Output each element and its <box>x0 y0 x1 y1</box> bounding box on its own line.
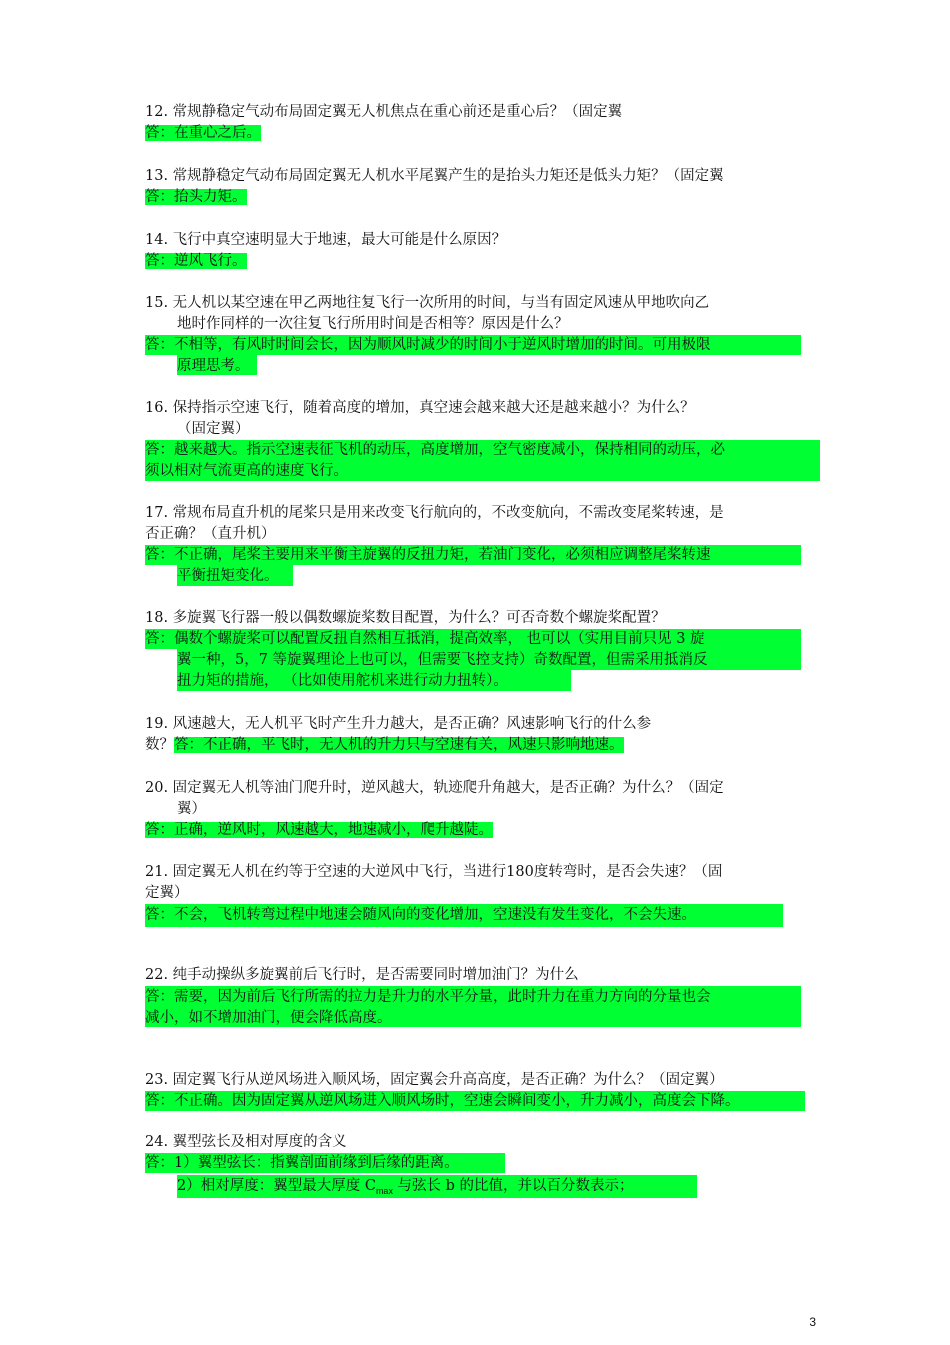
question-16-line2: （固定翼） <box>177 421 250 437</box>
answer-23: 答：不正确。因为固定翼从逆风场进入顺风场时，空速会瞬间变小，升力减小，高度会下降。 <box>145 1093 740 1109</box>
answer-17-line2: 平衡扭矩变化。 <box>177 568 279 584</box>
question-24: 24. 翼型弦长及相对厚度的含义 <box>145 1134 347 1150</box>
question-17-line1: 17. 常规布局直升机的尾桨只是用来改变飞行航向的，不改变航向，不需改变尾桨转速，是 <box>145 505 724 521</box>
answer-24-line1: 答：1）翼型弦长：指翼剖面前缘到后缘的距离。 <box>145 1155 459 1171</box>
question-14: 14. 飞行中真空速明显大于地速，最大可能是什么原因？ <box>145 232 507 248</box>
answer-18-line1: 答：偶数个螺旋桨可以配置反扭自然相互抵消，提高效率， 也可以（实用目前只见 3 旋 <box>145 631 705 647</box>
question-20-line2: 翼） <box>177 801 206 817</box>
question-19-line2: 数？ <box>145 737 174 753</box>
answer-24-line2: 2）相对厚度：翼型最大厚度 $C_{max}$ 与弦长 b 的比值，并以百分数表示； <box>177 1178 634 1196</box>
answer-18-line3: 扭力矩的措施， （比如使用舵机来进行动力扭转）。 <box>177 673 508 689</box>
question-19-line1: 19. 风速越大，无人机平飞时产生升力越大，是否正确？风速影响飞行的什么参 <box>145 716 652 732</box>
question-16-line1: 16. 保持指示空速飞行，随着高度的增加，真空速会越来越大还是越来越小？为什么？ <box>145 400 695 416</box>
question-17-line2: 否正确？（直升机） <box>145 526 276 542</box>
cmax-subscript: max <box>375 1186 393 1196</box>
question-13: 13. 常规静稳定气动布局固定翼无人机水平尾翼产生的是抬头力矩还是低头力矩？（固定翼 <box>145 168 724 184</box>
answer-16-line2: 须以相对气流更高的速度飞行。 <box>145 463 348 479</box>
question-22: 22. 纯手动操纵多旋翼前后飞行时，是否需要同时增加油门？为什么 <box>145 967 579 983</box>
question-12: 12. 常规静稳定气动布局固定翼无人机焦点在重心前还是重心后？（固定翼 <box>145 104 623 120</box>
question-20-line1: 20. 固定翼无人机等油门爬升时，逆风越大，轨迹爬升角越大，是否正确？为什么？（固定 <box>145 780 724 796</box>
answer-22-line1: 答：需要，因为前后飞行所需的拉力是升力的水平分量，此时升力在重力方向的分量也会 <box>145 989 711 1005</box>
answer-14: 答：逆风飞行。 <box>145 253 247 269</box>
page-number: 3 <box>809 1315 816 1329</box>
answer-18-line2: 翼一种，5，7 等旋翼理论上也可以，但需要飞控支持）奇数配置，但需采用抵消反 <box>177 652 708 668</box>
answer-20: 答：正确，逆风时，风速越大，地速减小，爬升越陡。 <box>145 822 493 838</box>
answer-16-line1: 答：越来越大。指示空速表征飞机的动压，高度增加，空气密度减小，保持相同的动压，必 <box>145 442 725 458</box>
question-21-line1: 21. 固定翼无人机在约等于空速的大逆风中飞行，当进行180度转弯时，是否会失速？（固 <box>145 864 723 880</box>
answer-22-line2: 减小，如不增加油门，便会降低高度。 <box>145 1010 392 1026</box>
answer-15-line2: 原理思考。 <box>177 358 250 374</box>
answer-21: 答：不会，飞机转弯过程中地速会随风向的变化增加，空速没有发生变化，不会失速。 <box>145 907 696 923</box>
answer-15-line1: 答：不相等，有风时时间会长，因为顺风时减少的时间小于逆风时增加的时间。可用极限 <box>145 337 711 353</box>
answer-17-line1: 答：不正确，尾桨主要用来平衡主旋翼的反扭力矩，若油门变化，必须相应调整尾桨转速 <box>145 547 711 563</box>
question-18: 18. 多旋翼飞行器一般以偶数螺旋桨数目配置，为什么？可否奇数个螺旋桨配置？ <box>145 610 666 626</box>
question-15-line1: 15. 无人机以某空速在甲乙两地往复飞行一次所用的时间，与当有固定风速从甲地吹向乙 <box>145 295 710 311</box>
answer-19: 答：不正确，平飞时，无人机的升力只与空速有关，风速只影响地速。 <box>174 737 624 753</box>
answer-13: 答：抬头力矩。 <box>145 189 247 205</box>
question-15-line2: 地时作同样的一次往复飞行所用时间是否相等？原因是什么？ <box>177 316 569 332</box>
question-23: 23. 固定翼飞行从逆风场进入顺风场，固定翼会升高高度，是否正确？为什么？（固定翼） <box>145 1072 724 1088</box>
answer-12: 答：在重心之后。 <box>145 125 261 141</box>
question-21-line2: 定翼） <box>145 885 189 901</box>
